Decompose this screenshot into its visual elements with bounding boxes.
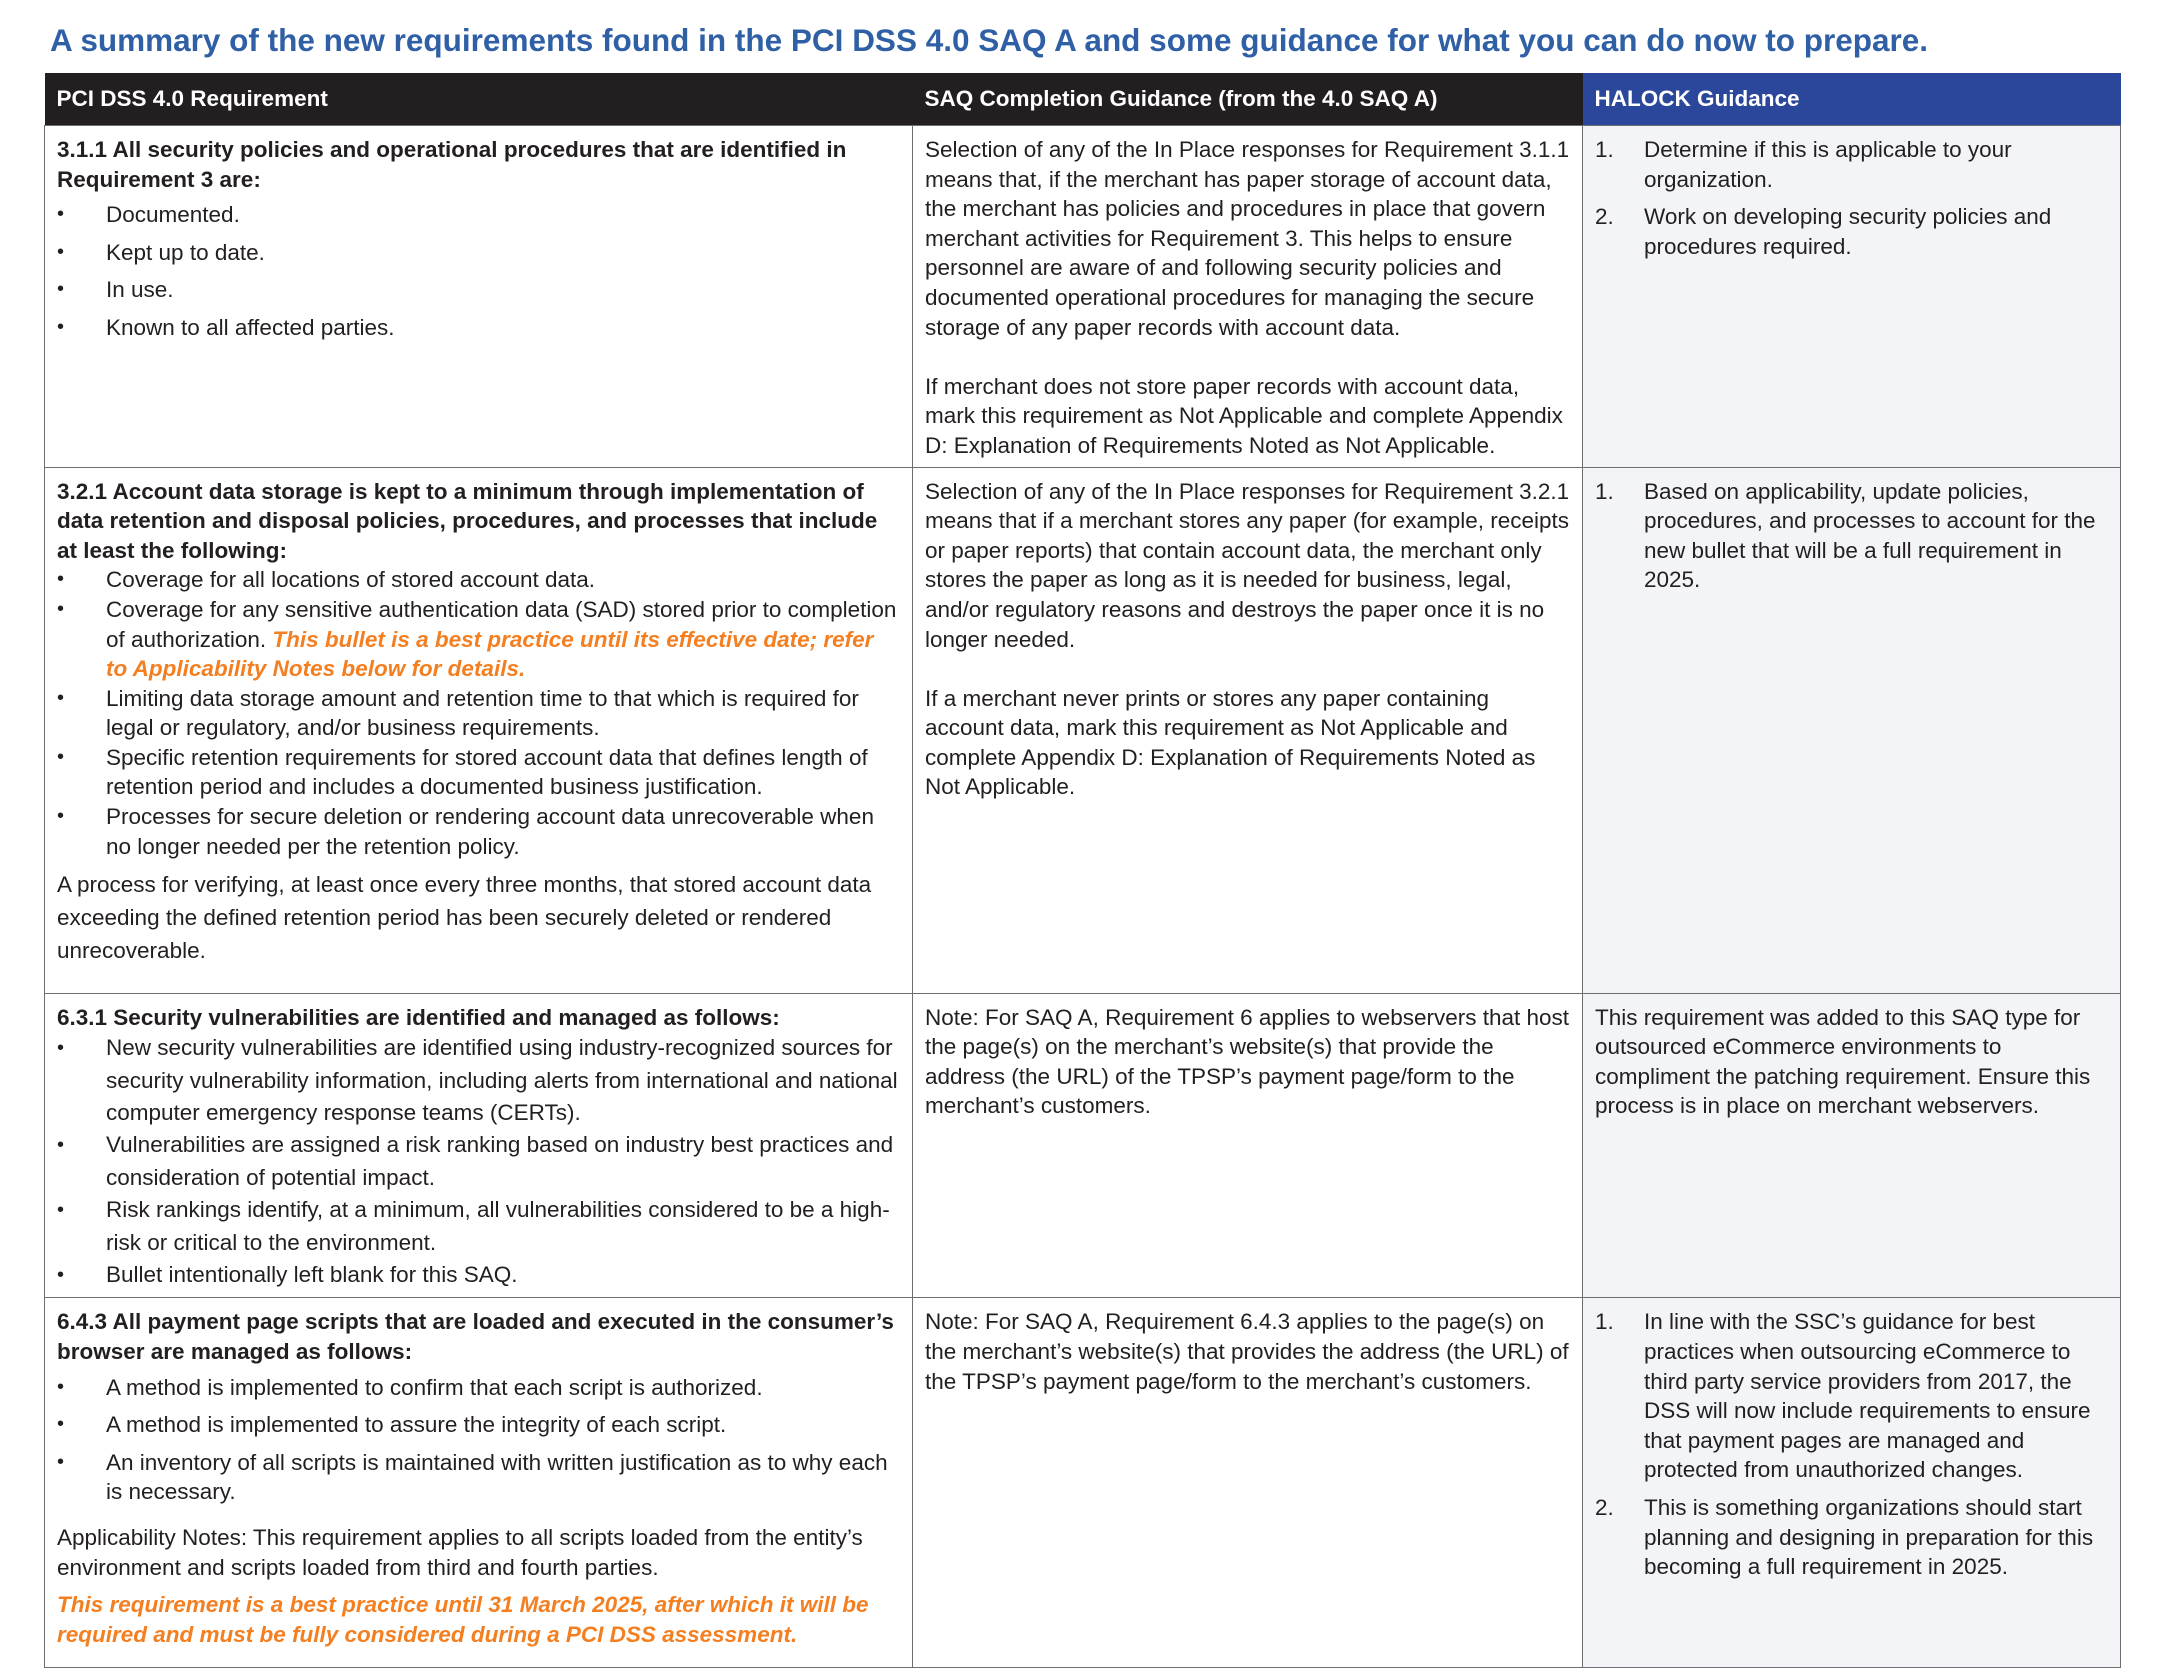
list-item: • In use. xyxy=(57,275,900,305)
list-item: • Coverage for all locations of stored account data. xyxy=(57,565,900,595)
requirement-footer: A process for verifying, at least once every three months, that stored account data exceeding the defined retention period has been securely deleted or rendered unrecoverable. xyxy=(57,872,872,964)
bullet-icon: • xyxy=(57,1375,65,1398)
halock-paragraph: This requirement was added to this SAQ type for outsourced eCommerce environments to compliment the patching requirement. Ensure this process is in place on merchant webservers. xyxy=(1595,1004,2091,1119)
bullet-icon: • xyxy=(57,1263,65,1286)
best-practice-note: This requirement is a best practice until 31 March 2025, after which it will be required and must be fully considered during a PCI DSS assessment. xyxy=(57,1592,869,1647)
best-practice-note: This bullet is a best practice until its effective date; refer to Applicability Notes below for details. xyxy=(106,626,874,682)
bullet-icon: • xyxy=(57,240,65,263)
bullet-icon: • xyxy=(57,745,65,768)
bullet-icon: • xyxy=(57,278,65,301)
header-requirement: PCI DSS 4.0 Requirement xyxy=(45,73,913,126)
halock-guidance-cell xyxy=(1583,467,2121,993)
requirement-bullets xyxy=(57,1373,900,1507)
halock-steps xyxy=(1595,477,2108,595)
requirement-bullets xyxy=(57,565,900,861)
list-item: • Vulnerabilities are assigned a risk ranking based on industry best practices and consideration of potential impact. xyxy=(57,1129,900,1194)
saq-guidance-cell xyxy=(913,993,1583,1298)
bullet-icon: • xyxy=(57,1413,65,1436)
requirement-cell xyxy=(45,126,913,468)
requirement-bullets xyxy=(57,200,900,342)
requirement-title: 6.3.1 Security vulnerabilities are identified and managed as follows: xyxy=(57,1004,780,1030)
list-item: • An inventory of all scripts is maintained with written justification as to why each is necessary. xyxy=(57,1449,888,1505)
saq-paragraph: Selection of any of the In Place responses for Requirement 3.2.1 means that if a merchant stores any paper (for example, receipts or paper reports) that contain account data, the merchant only stores the paper as long as it is needed for business, legal, and/or regulatory reasons and destroys the paper once it is no longer needed. xyxy=(925,478,1570,652)
halock-steps xyxy=(1595,1307,2108,1581)
list-item: • Risk rankings identify, at a minimum, all vulnerabilities considered to be a high-risk or critical to the environment. xyxy=(57,1194,900,1259)
list-item: 1. Determine if this is applicable to your organization. xyxy=(1595,137,2012,192)
list-item: • Limiting data storage amount and retention time to that which is required for legal or regulatory, and/or business requirements. xyxy=(57,685,859,741)
halock-steps xyxy=(1595,135,2108,261)
requirement-title: 3.2.1 Account data storage is kept to a minimum through implementation of data retention and disposal policies, procedures, and processes that include at least the following: xyxy=(57,478,878,563)
applicability-notes: Applicability Notes: This requirement applies to all scripts loaded from the entity’s environment and scripts loaded from third and fourth parties. xyxy=(57,1524,863,1580)
requirement-cell xyxy=(45,1298,913,1668)
bullet-icon: • xyxy=(57,1037,65,1060)
list-item: • Specific retention requirements for stored account data that defines length of retention period and includes a documented business justification. xyxy=(57,744,868,800)
table-row xyxy=(45,126,2121,468)
saq-paragraph: If a merchant never prints or stores any paper containing account data, mark this requirement as Not Applicable and complete Appendix D: Explanation of Requirements Noted as Not Applicable. xyxy=(925,685,1536,800)
halock-guidance-cell xyxy=(1583,126,2121,468)
requirement-title: 6.4.3 All payment page scripts that are loaded and executed in the consumer’s browser are managed as follows: xyxy=(57,1309,894,1364)
table-row xyxy=(45,993,2121,1298)
saq-guidance-cell xyxy=(913,467,1583,993)
saq-paragraph: Selection of any of the In Place responses for Requirement 3.1.1 means that, if the merchant has paper storage of account data, the merchant has policies and procedures in place that govern merchant activities for Requirement 3. This helps to ensure personnel are aware of and following security policies and documented operational procedures for managing the secure storage of any paper records with account data. xyxy=(925,137,1570,340)
table-row xyxy=(45,467,2121,993)
saq-paragraph: Note: For SAQ A, Requirement 6 applies to webservers that host the page(s) on the merchant’s website(s) that provide the address (the URL) of the TPSP’s payment page/form to the merchant’s customers. xyxy=(925,1004,1570,1119)
list-item: • A method is implemented to confirm that each script is authorized. xyxy=(57,1373,900,1403)
list-item: 1. In line with the SSC’s guidance for best practices when outsourcing eCommerce to third party service providers from 2017, the DSS will now include requirements to ensure that payment pages are managed and protected from unauthorized changes. xyxy=(1595,1309,2091,1483)
list-item: 2. This is something organizations should start planning and designing in preparation for this becoming a full requirement in 2025. xyxy=(1595,1494,2094,1580)
list-item: • Known to all affected parties. xyxy=(57,313,900,343)
list-item: • Kept up to date. xyxy=(57,238,900,268)
bullet-icon: • xyxy=(57,805,65,828)
requirement-cell xyxy=(45,993,913,1298)
saq-paragraph: Note: For SAQ A, Requirement 6.4.3 applies to the page(s) on the merchant’s website(s) that provides the address (the URL) of the TPSP’s payment page/form to the merchant’s customers. xyxy=(925,1309,1569,1394)
halock-guidance-cell xyxy=(1583,1298,2121,1668)
requirement-cell xyxy=(45,467,913,993)
bullet-icon: • xyxy=(57,1199,65,1222)
bullet-icon: • xyxy=(57,1450,65,1473)
table-row xyxy=(45,1298,2121,1668)
bullet-icon: • xyxy=(57,686,65,709)
bullet-icon: • xyxy=(57,597,65,620)
list-item: • Documented. xyxy=(57,200,900,230)
list-item: • Coverage for any sensitive authentication data (SAD) stored prior to completion of authorization. This bullet is a best practice until its effective date; refer to Applicability Notes below for details. xyxy=(57,596,897,682)
saq-paragraph: If merchant does not store paper records with account data, mark this requirement as Not Applicable and complete Appendix D: Explanation of Requirements Noted as Not Applicable. xyxy=(925,373,1563,458)
halock-guidance-cell xyxy=(1583,993,2121,1298)
list-item: • Processes for secure deletion or rendering account data unrecoverable when no longer needed per the retention policy. xyxy=(57,804,874,859)
page-title: A summary of the new requirements found in the PCI DSS 4.0 SAQ A and some guidance for what you can do now to prepare. xyxy=(50,22,1929,58)
requirement-bullets xyxy=(57,1032,900,1291)
saq-guidance-cell xyxy=(913,1298,1583,1668)
list-item: • Bullet intentionally left blank for this SAQ. xyxy=(57,1259,900,1291)
requirements-table xyxy=(44,73,2121,1668)
bullet-icon: • xyxy=(57,1134,65,1157)
list-item: 2. Work on developing security policies and procedures required. xyxy=(1595,204,2052,259)
header-saq-guidance: SAQ Completion Guidance (from the 4.0 SAQ A) xyxy=(913,73,1583,126)
list-item: • New security vulnerabilities are identified using industry-recognized sources for security vulnerability information, including alerts from international and national computer emergency response teams (CERTs). xyxy=(57,1032,900,1129)
bullet-icon: • xyxy=(57,568,65,591)
table-header-row xyxy=(45,73,2121,126)
list-item: 1. Based on applicability, update policies, procedures, and processes to account for the new bullet that will be a full requirement in 2025. xyxy=(1595,478,2096,593)
requirement-title: 3.1.1 All security policies and operational procedures that are identified in Requirement 3 are: xyxy=(57,137,847,192)
header-halock-guidance: HALOCK Guidance xyxy=(1583,73,2121,126)
list-item: • A method is implemented to assure the integrity of each script. xyxy=(57,1410,900,1440)
bullet-icon: • xyxy=(57,203,65,226)
saq-guidance-cell xyxy=(913,126,1583,468)
bullet-icon: • xyxy=(57,315,65,338)
